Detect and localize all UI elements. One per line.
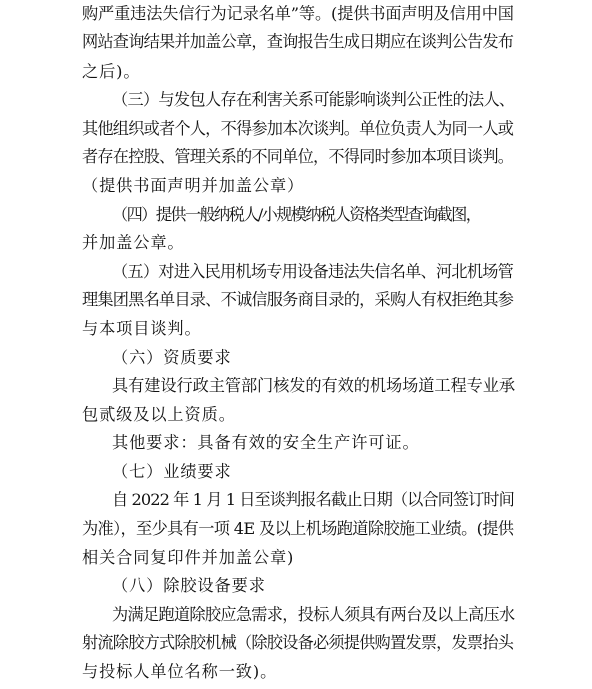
text-line-3: 之后)。 (82, 62, 141, 81)
text-line-18: 自 2022 年 1 月 1 日至谈判报名截止日期（以合同签订时间 (112, 490, 514, 509)
text-line-1: 购严重违法失信行为记录名单”等。(提供书面声明及信用中国 (82, 4, 514, 23)
text-line-21: （八）除胶设备要求 (112, 576, 266, 595)
text-line-22: 为满足跑道除胶应急需求，投标人须具有两台及以上高压水 (112, 605, 515, 624)
text-line-17: （七）业绩要求 (112, 462, 232, 481)
text-line-9: 并加盖公章。 (82, 233, 185, 252)
text-line-19: 为准），至少具有一项 4E 及以上机场跑道除胶施工业绩。(提供 (82, 519, 514, 538)
text-line-5: 其他组织或者个人，不得参加本次谈判。单位负责人为同一人或 (82, 119, 514, 138)
text-line-13: （六）资质要求 (112, 348, 232, 367)
text-line-11: 理集团黑名单目录、不诚信服务商目录的，采购人有权拒绝其参 (82, 290, 514, 309)
text-line-6: 者存在控股、管理关系的不同单位，不得同时参加本项目谈判。 (82, 147, 514, 166)
text-line-4: （三）与发包人存在利害关系可能影响谈判公正性的法人、 (112, 90, 515, 109)
text-line-7: （提供书面声明并加盖公章） (82, 176, 305, 195)
text-line-2: 网站查询结果并加盖公章，查询报告生成日期应在谈判公告发布 (82, 32, 514, 51)
text-line-20: 相关合同复印件并加盖公章) (82, 548, 295, 567)
text-line-10: （五）对进入民用机场专用设备违法失信名单、河北机场管 (112, 262, 514, 281)
text-line-16: 其他要求：具备有效的安全生产许可证。 (112, 433, 420, 452)
text-line-23: 射流除胶方式除胶机械（除胶设备必须提供购置发票，发票抬头 (82, 633, 514, 652)
text-line-15: 包贰级及以上资质。 (82, 405, 236, 424)
text-line-24: 与投标人单位名称一致)。 (82, 662, 278, 681)
text-line-14: 具有建设行政主管部门核发的有效的机场场道工程专业承 (112, 376, 515, 395)
text-line-8: （四）提供一般纳税人/小规模纳税人资格类型查询截图， (112, 205, 481, 224)
text-line-12: 与本项目谈判。 (82, 319, 202, 338)
